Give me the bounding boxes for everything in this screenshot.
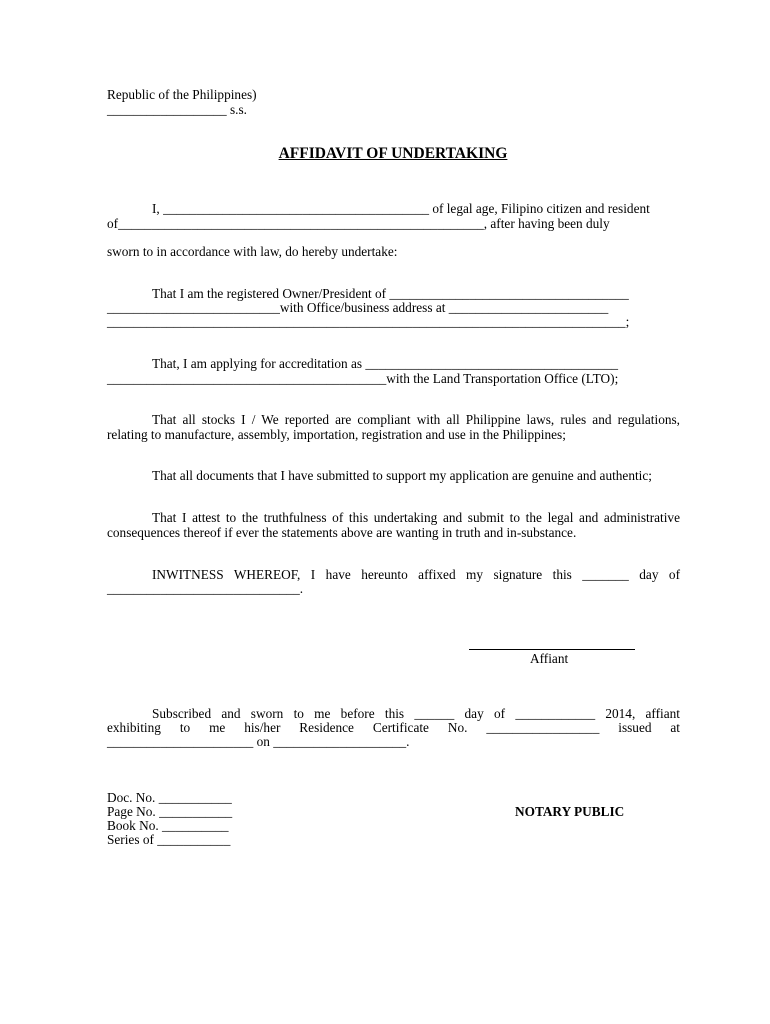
intro-line-3: sworn to in accordance with law, do hereby undertake: [107, 244, 398, 259]
owner-line-2: __________________________with Office/business address at ________________________ [107, 300, 609, 315]
owner-line-1: That I am the registered Owner/President of ____________________________________ [152, 286, 629, 301]
affiant-signature-line [469, 649, 635, 650]
documents-paragraph [107, 468, 680, 483]
header-republic: Republic of the Philippines) [107, 87, 257, 102]
page-no-field: Page No. ___________ [107, 804, 233, 819]
attest-text: That I attest to the truthfulness of this undertaking and submit to the legal and administrative consequences thereof if ever the statements above are wanting in truth and in-substance. [107, 510, 680, 540]
witness-line-2: _____________________________. [107, 581, 304, 596]
jurat-line-2: exhibiting to me his/her Residence Certificate No. _________________ issued at [107, 720, 680, 735]
accreditation-line-1: That, I am applying for accreditation as ______________________________________ [152, 356, 619, 371]
header-ss-blank: __________________ s.s. [107, 102, 247, 117]
stocks-text: That all stocks I / We reported are compliant with all Philippine laws, rules and regulations, relating to manufacture, assembly, importation, registration and use in the Philippines; [107, 412, 680, 442]
series-of-field: Series of ___________ [107, 832, 231, 847]
book-no-field: Book No. __________ [107, 818, 229, 833]
intro-line-1: I, ________________________________________ of legal age, Filipino citizen and resident [152, 201, 650, 216]
doc-no-field: Doc. No. ___________ [107, 790, 232, 805]
owner-line-3: ______________________________________________________________________________; [107, 314, 630, 329]
jurat-line-3: ______________________ on ____________________. [107, 734, 410, 749]
witness-line-1: INWITNESS WHEREOF, I have hereunto affixed my signature this _______ day of [152, 567, 680, 582]
stocks-paragraph [107, 412, 680, 442]
documents-text: That all documents that I have submitted to support my application are genuine and authentic; [152, 468, 652, 483]
document-title: AFFIDAVIT OF UNDERTAKING [278, 145, 508, 162]
jurat-line-1: Subscribed and sworn to me before this ______ day of ____________ 2014, affiant [152, 706, 680, 721]
affiant-label: Affiant [530, 651, 569, 666]
intro-line-2: of_______________________________________________________, after having been duly [107, 216, 610, 231]
attest-paragraph [107, 510, 680, 540]
notary-public-label: NOTARY PUBLIC [515, 804, 625, 819]
accreditation-line-2: __________________________________________with the Land Transportation Office (LTO); [107, 371, 619, 386]
